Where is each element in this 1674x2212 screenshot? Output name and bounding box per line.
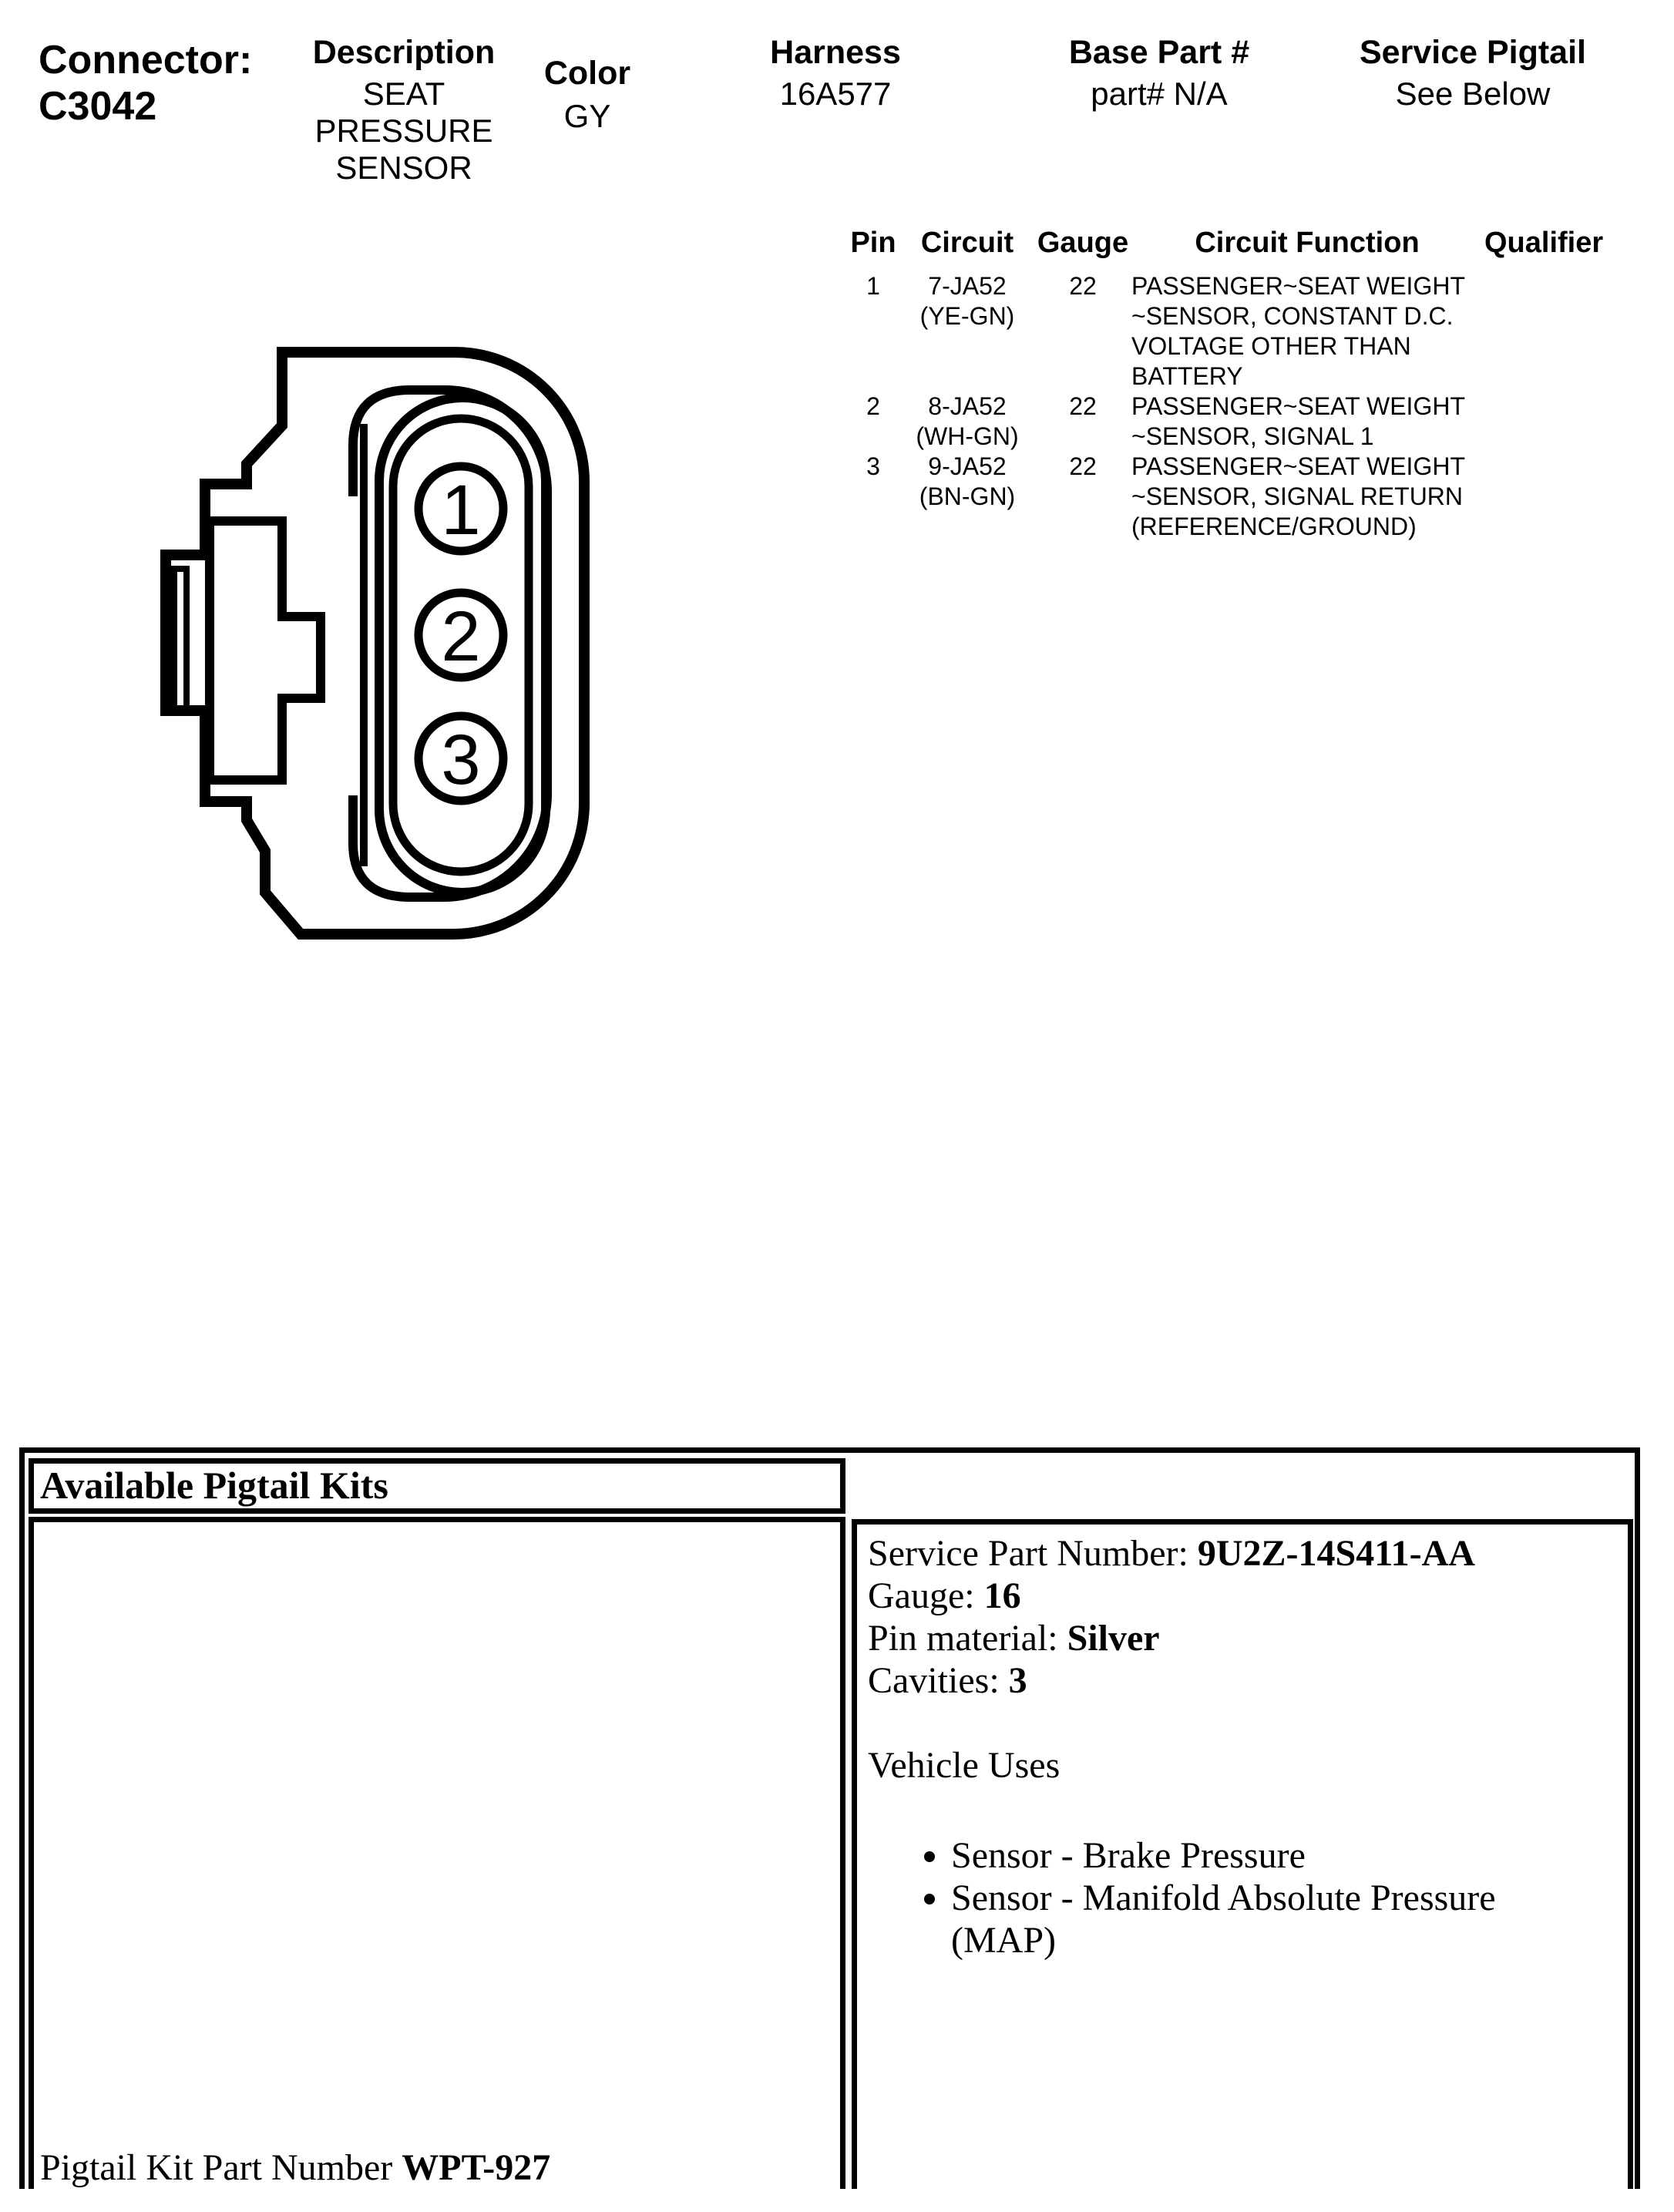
header-col-description [250, 34, 558, 186]
base-part-value: part# N/A [1091, 76, 1228, 112]
connector-id: C3042 [39, 84, 157, 129]
service-pigtail-value: See Below [1395, 76, 1551, 112]
pigtail-kit-part-label: Pigtail Kit Part Number [40, 2147, 402, 2188]
pin-table-header-circuit: Circuit [920, 227, 1014, 259]
gauge-cell [1036, 392, 1130, 422]
service-detail-value: 16 [983, 1575, 1021, 1616]
pin-2-number: 2 [441, 597, 481, 676]
circuit-cell [899, 271, 1036, 331]
function-cell-line: PASSENGER~SEAT WEIGHT [1131, 452, 1465, 480]
circuit-cell-line: 7-JA52 [928, 272, 1007, 300]
pigtail-kits-title: Available Pigtail Kits [40, 1464, 388, 1507]
function-cell [1130, 452, 1484, 542]
mounting-tab-keyway [210, 521, 321, 780]
service-detail-label: Cavities: [868, 1660, 1009, 1701]
vehicle-use-line: • Sensor - Manifold Absolute Pressure [951, 1878, 1496, 1918]
service-pigtail-label: Service Pigtail [1360, 34, 1586, 71]
pin-cell [848, 452, 899, 482]
pin-table-header-pin: Pin [850, 227, 896, 259]
service-detail-line [868, 1575, 1619, 1617]
vehicle-uses-list [868, 1834, 1619, 1962]
service-detail-value: Silver [1067, 1618, 1160, 1659]
function-cell-line: BATTERY [1131, 362, 1243, 390]
pin-table-header-function: Circuit Function [1195, 227, 1420, 259]
vehicle-use-item [951, 1877, 1619, 1962]
function-cell-line: PASSENGER~SEAT WEIGHT [1131, 272, 1465, 300]
service-detail-line [868, 1532, 1619, 1575]
circuit-cell [899, 392, 1036, 452]
service-detail-line [868, 1617, 1619, 1659]
function-cell-line: ~SENSOR, CONSTANT D.C. [1131, 302, 1454, 330]
pigtail-kit-part-number: WPT-927 [402, 2147, 551, 2188]
pin-1-number: 1 [441, 471, 481, 550]
gauge-cell-line: 22 [1069, 392, 1097, 420]
pin-cell [848, 392, 899, 422]
pin-cell-line: 2 [866, 392, 880, 420]
pin-table-header-row [848, 226, 1626, 260]
function-cell [1130, 271, 1484, 392]
function-cell-line: PASSENGER~SEAT WEIGHT [1131, 392, 1465, 420]
service-detail-label: Pin material: [868, 1618, 1067, 1659]
circuit-cell-line: 8-JA52 [928, 392, 1007, 420]
pin-table-row [848, 392, 1626, 452]
description-value: SEAT PRESSURE SENSOR [314, 76, 493, 186]
harness-label: Harness [770, 34, 901, 71]
function-cell-line: VOLTAGE OTHER THAN [1131, 332, 1411, 360]
pigtail-kit-part-line [40, 2146, 550, 2189]
pin-table [848, 226, 1626, 542]
color-label: Color [543, 55, 631, 92]
pigtail-kits-title-box [29, 1458, 845, 1514]
circuit-cell-line: (BN-GN) [919, 482, 1016, 510]
circuit-cell-line: (YE-GN) [919, 302, 1015, 330]
pin-table-rows [848, 271, 1626, 542]
pin-table-header-qualifier: Qualifier [1484, 227, 1604, 259]
pin-table-row [848, 271, 1626, 392]
pin-3-number: 3 [441, 721, 481, 799]
service-detail-line [868, 1659, 1619, 1702]
header-col-base-part [1044, 34, 1275, 157]
function-cell-line: ~SENSOR, SIGNAL 1 [1131, 422, 1374, 450]
description-label: Description [312, 34, 496, 71]
connector-title-block [39, 37, 252, 129]
vehicle-use-item [951, 1834, 1619, 1877]
service-detail-value: 9U2Z-14S411-AA [1197, 1533, 1475, 1574]
connector-label: Connector: [39, 38, 253, 82]
harness-value: 16A577 [779, 76, 892, 112]
vehicle-use-line: • Sensor - Brake Pressure [951, 1835, 1306, 1876]
pin-cell-line: 3 [866, 452, 880, 480]
circuit-cell-line: 9-JA52 [928, 452, 1007, 480]
circuit-cell-line: (WH-GN) [916, 422, 1019, 450]
function-cell-line: (REFERENCE/GROUND) [1131, 513, 1417, 540]
function-cell [1130, 392, 1484, 452]
gauge-cell [1036, 271, 1130, 301]
service-detail-value: 3 [1008, 1660, 1027, 1701]
pigtail-kits-content-box [29, 1517, 845, 2189]
service-part-panel [852, 1519, 1633, 2189]
gauge-cell-line: 22 [1069, 272, 1097, 300]
pin-table-header-gauge: Gauge [1037, 227, 1129, 259]
mounting-tab-slot [174, 569, 187, 709]
vehicle-use-line: (MAP) [951, 1920, 1057, 1961]
circuit-cell [899, 452, 1036, 512]
header-col-harness [720, 34, 951, 157]
base-part-label: Base Part # [1068, 34, 1250, 71]
function-cell-line: ~SENSOR, SIGNAL RETURN [1131, 482, 1464, 510]
gauge-cell [1036, 452, 1130, 482]
service-part-details [868, 1532, 1619, 1702]
header-col-color [529, 34, 645, 157]
vehicle-uses-title: Vehicle Uses [868, 1745, 1061, 1786]
service-detail-label: Gauge: [868, 1575, 984, 1616]
pin-cell-line: 1 [866, 272, 880, 300]
pin-cell [848, 271, 899, 301]
color-value: GY [563, 98, 611, 134]
connector-face-diagram [116, 308, 671, 956]
service-detail-label: Service Part Number: [868, 1533, 1198, 1574]
pin-table-row [848, 452, 1626, 542]
gauge-cell-line: 22 [1069, 452, 1097, 480]
header-col-service-pigtail [1357, 34, 1588, 157]
